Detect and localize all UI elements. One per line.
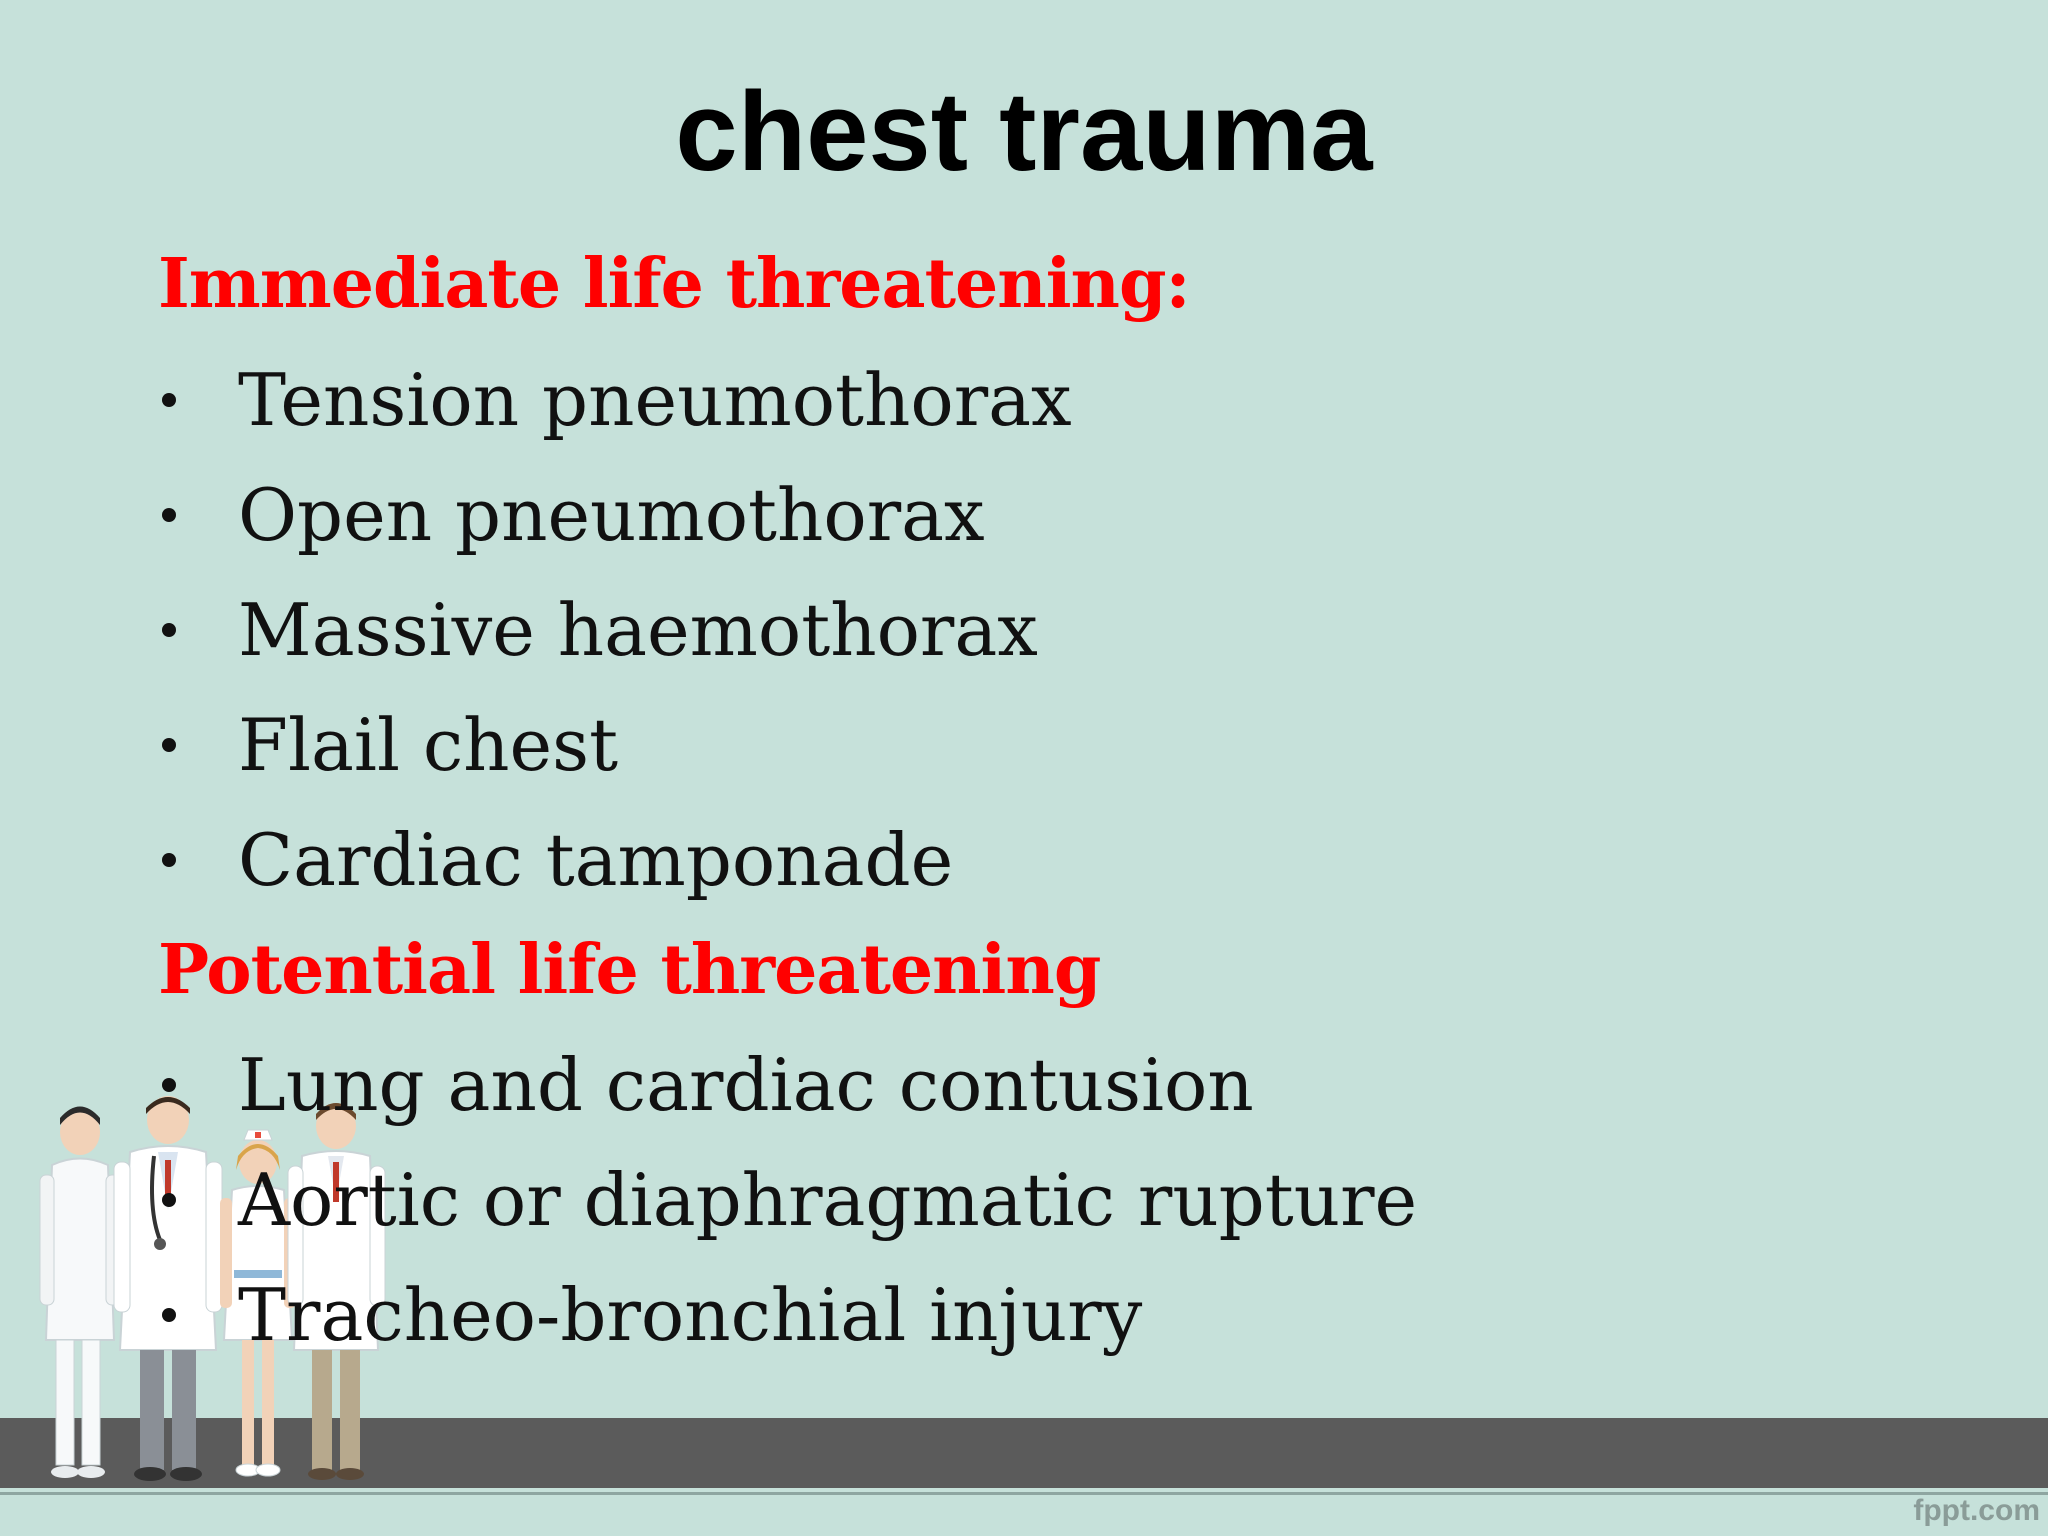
bullet-icon	[162, 623, 176, 637]
bullet-icon	[162, 1193, 176, 1207]
watermark: fppt.com	[1913, 1494, 2040, 1527]
list-item-text: Lung and cardiac contusion	[238, 1043, 1254, 1127]
list-item-text: Flail chest	[238, 703, 619, 787]
list-item	[158, 350, 1072, 450]
list-item	[158, 1265, 1142, 1365]
bullet-icon	[162, 1308, 176, 1322]
list-item	[158, 580, 1038, 680]
list-item	[158, 810, 953, 910]
list-item-text: Open pneumothorax	[238, 473, 985, 557]
list-item	[158, 1150, 1417, 1250]
section-heading-immediate: Immediate life threatening:	[158, 244, 1190, 324]
bullet-icon	[162, 738, 176, 752]
nurse-figure-left	[40, 1107, 120, 1479]
list-item-text: Tracheo-bronchial injury	[238, 1273, 1143, 1357]
bullet-icon	[162, 393, 176, 407]
section-heading-potential: Potential life threatening	[158, 930, 1101, 1010]
list-item	[158, 465, 985, 565]
list-item-text: Massive haemothorax	[238, 588, 1038, 672]
bottom-divider	[0, 1492, 2048, 1495]
list-item-text: Cardiac tamponade	[238, 818, 954, 902]
bullet-icon	[162, 853, 176, 867]
list-item-text: Aortic or diaphragmatic rupture	[238, 1158, 1418, 1242]
list-item	[158, 695, 618, 795]
bullet-icon	[162, 1078, 176, 1092]
list-item	[158, 1035, 1254, 1135]
slide-title: chest trauma	[675, 69, 1373, 194]
list-item-text: Tension pneumothorax	[238, 358, 1072, 442]
bullet-icon	[162, 508, 176, 522]
